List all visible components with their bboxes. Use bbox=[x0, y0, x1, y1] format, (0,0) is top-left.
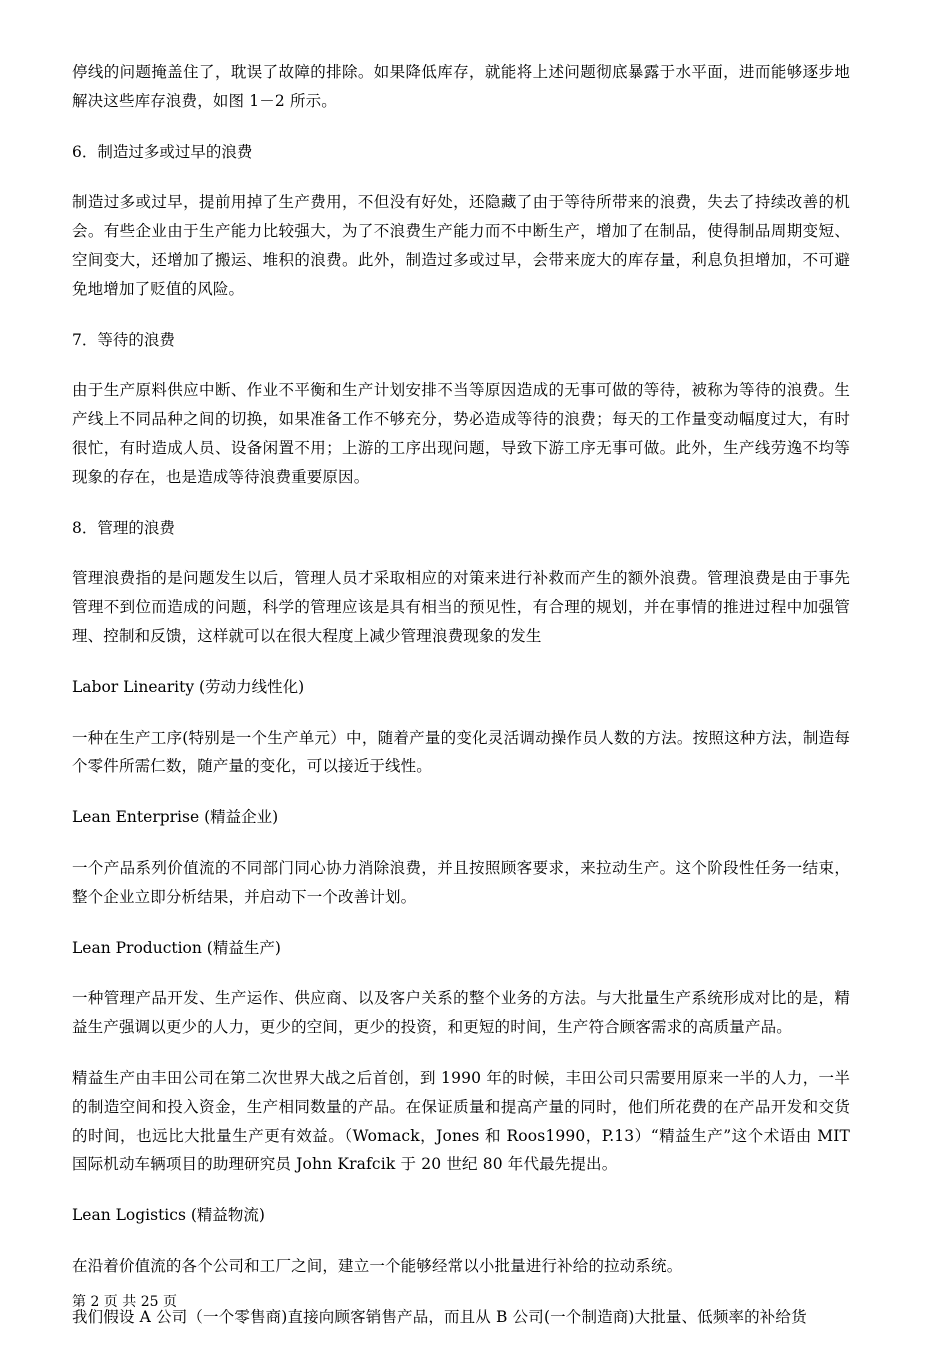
paragraph-inventory-waste-end: 停线的问题掩盖住了，耽误了故障的排除。如果降低库存，就能将上述问题彻底暴露于水平面，进而能够逐步地解决这些库存浪费，如图 1－2 所示。 bbox=[72, 63, 850, 110]
heading-lean-logistics: Lean Logistics (精益物流) bbox=[72, 1206, 265, 1225]
paragraph-labor-linearity: 一种在生产工序(特别是一个生产单元）中，随着产量的变化灵活调动操作员人数的方法。按照这种方法，制造每个零件所需仁数，随产量的变化，可以接近于线性。 bbox=[72, 728, 850, 776]
paragraph-overproduction-waste: 制造过多或过早，提前用掉了生产费用，不但没有好处，还隐藏了由于等待所带来的浪费，失去了持续改善的机会。有些企业由于生产能力比较强大，为了不浪费生产能力而不中断生产，增加了在制品，使得制品周期变短、空间变大，还增加了搬运、堆积的浪费。此外，制造过多或过早，会带来庞大的库存量，利息负担增加，不可避免地增加了贬值的风险。 bbox=[72, 193, 850, 298]
heading-lean-enterprise: Lean Enterprise (精益企业) bbox=[72, 808, 279, 827]
paragraph-lean-production-history: 精益生产由丰田公司在第二次世界大战之后首创，到 1990 年的时候，丰田公司只需要用原来一半的人力，一半的制造空间和投入资金，生产相同数量的产品。在保证质量和提高产量的同时，他们所花费的在产品开发和交货的时间，也远比大批量生产更有效益。（Womack，Jones 和 Roos1990，P.13）“精益生产”这个术语由 MIT 国际机动车辆项目的助理研究员 John Krafcik 于 20 世纪 80 年代最先提出。 bbox=[72, 1068, 850, 1174]
page-footer bbox=[72, 1292, 177, 1312]
heading-lean-production: Lean Production (精益生产) bbox=[72, 938, 281, 957]
heading-management-waste: 8．管理的浪费 bbox=[72, 518, 175, 537]
paragraph-lean-logistics-example: 我们假设 A 公司（一个零售商)直接向顾客销售产品，而且从 B 公司(一个制造商)大批量、低频率的补给货 bbox=[72, 1307, 807, 1326]
paragraph-lean-production-definition: 一种管理产品开发、生产运作、供应商、以及客户关系的整个业务的方法。与大批量生产系统形成对比的是，精益生产强调以更少的人力，更少的空间，更少的投资，和更短的时间，生产符合顾客需求的高质量产品。 bbox=[72, 989, 850, 1037]
page-number: 第 2 页 共 25 页 bbox=[72, 1294, 177, 1310]
heading-labor-linearity: Labor Linearity (劳动力线性化) bbox=[72, 677, 305, 696]
paragraph-lean-logistics-definition: 在沿着价值流的各个公司和工厂之间，建立一个能够经常以小批量进行补给的拉动系统。 bbox=[72, 1256, 683, 1275]
heading-waiting-waste: 7．等待的浪费 bbox=[72, 330, 175, 349]
document-body bbox=[72, 58, 850, 1354]
paragraph-waiting-waste: 由于生产原料供应中断、作业不平衡和生产计划安排不当等原因造成的无事可做的等待，被称为等待的浪费。生产线上不同品种之间的切换，如果准备工作不够充分，势必造成等待的浪费；每天的工作量变动幅度过大，有时很忙，有时造成人员、设备闲置不用；上游的工序出现问题，导致下游工序无事可做。此外，生产线劳逸不均等现象的存在，也是造成等待浪费重要原因。 bbox=[72, 381, 850, 486]
heading-overproduction-waste: 6．制造过多或过早的浪费 bbox=[72, 142, 253, 161]
paragraph-management-waste: 管理浪费指的是问题发生以后，管理人员才采取相应的对策来进行补救而产生的额外浪费。管理浪费是由于事先管理不到位而造成的问题，科学的管理应该是具有相当的预见性，有合理的规划，并在事情的推进过程中加强管理、控制和反馈，这样就可以在很大程度上减少管理浪费现象的发生 bbox=[72, 569, 850, 645]
paragraph-lean-enterprise: 一个产品系列价值流的不同部门同心协力消除浪费，并且按照顾客要求，来拉动生产。这个阶段性任务一结束，整个企业立即分析结果，并启动下一个改善计划。 bbox=[72, 858, 850, 906]
